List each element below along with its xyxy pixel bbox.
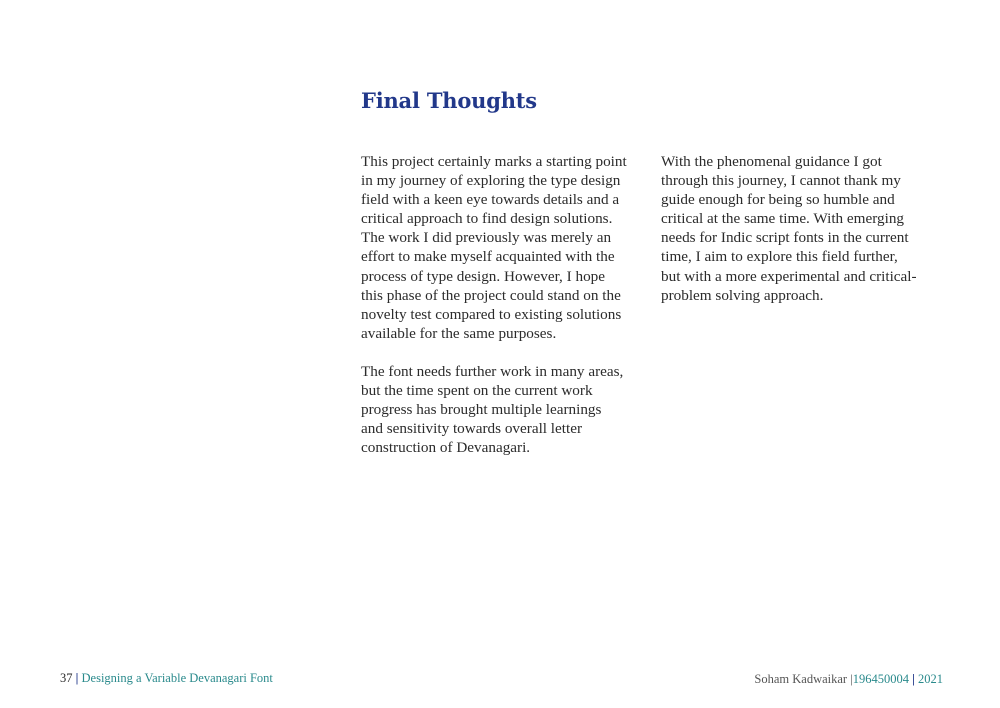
text-line: critical approach to find design solutions. bbox=[361, 210, 613, 228]
left-column bbox=[361, 152, 641, 457]
text-line: available for the same purposes. bbox=[361, 324, 557, 342]
paragraph bbox=[661, 152, 941, 305]
text-line: With the phenomenal guidance I got bbox=[661, 153, 882, 170]
footer-right bbox=[754, 672, 943, 687]
text-line: effort to make myself acquainted with the bbox=[361, 248, 615, 266]
text-line: through this journey, I cannot thank my bbox=[661, 172, 901, 190]
paragraph bbox=[361, 362, 641, 457]
footer-separator: | bbox=[912, 672, 915, 686]
text-line: needs for Indic script fonts in the current bbox=[661, 229, 909, 247]
text-line: field with a keen eye towards details and a bbox=[361, 191, 620, 209]
text-line: The font needs further work in many areas, bbox=[361, 362, 624, 380]
footer-left bbox=[60, 671, 273, 686]
footer-separator: | bbox=[75, 671, 79, 685]
text-line: guide enough for being so humble and bbox=[661, 191, 895, 209]
student-id: 196450004 bbox=[852, 672, 909, 686]
paragraph bbox=[361, 152, 641, 343]
text-line: novelty test compared to existing solutions bbox=[361, 305, 622, 323]
text-line: process of type design. However, I hope bbox=[361, 267, 606, 285]
year: 2021 bbox=[918, 672, 943, 686]
text-line: but with a more experimental and critical- bbox=[661, 267, 917, 285]
text-line: construction of Devanagari. bbox=[361, 439, 531, 457]
text-line: this phase of the project could stand on the bbox=[361, 286, 621, 304]
text-line: progress has brought multiple learnings bbox=[361, 401, 602, 419]
text-line: and sensitivity towards overall letter bbox=[361, 420, 583, 438]
footer-separator: | bbox=[850, 672, 853, 686]
page-title: Final Thoughts bbox=[361, 88, 537, 113]
author-name: Soham Kadwaikar bbox=[754, 672, 848, 686]
right-column bbox=[661, 152, 941, 305]
text-line: time, I aim to explore this field further, bbox=[661, 248, 898, 266]
text-line: The work I did previously was merely an bbox=[361, 229, 612, 247]
page-number: 37 bbox=[60, 671, 73, 685]
text-line: This project certainly marks a starting point bbox=[361, 153, 627, 170]
document-title: Designing a Variable Devanagari Font bbox=[81, 671, 273, 685]
text-line: critical at the same time. With emerging bbox=[661, 210, 905, 228]
text-line: in my journey of exploring the type design bbox=[361, 172, 621, 190]
text-line: but the time spent on the current work bbox=[361, 382, 593, 400]
text-line: problem solving approach. bbox=[661, 286, 824, 304]
